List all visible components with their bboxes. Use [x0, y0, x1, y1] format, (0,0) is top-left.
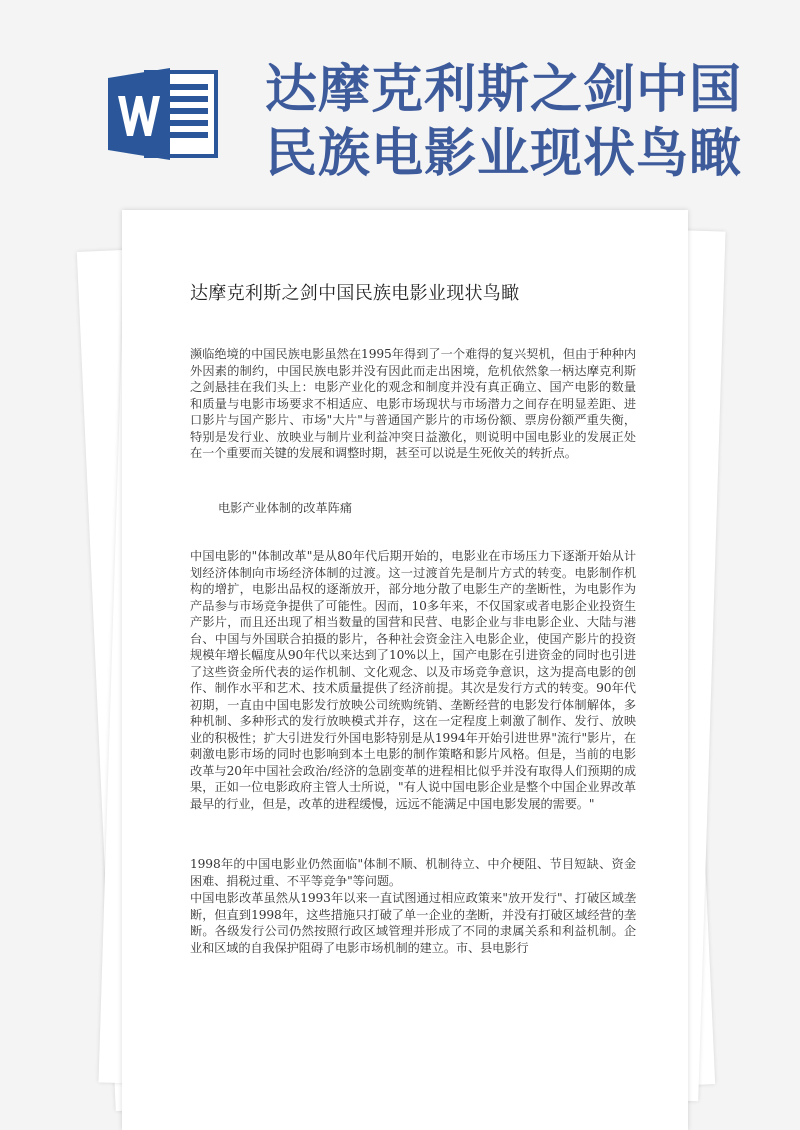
- paragraph-1998: 1998年的中国电影业仍然面临"体制不顺、机制待立、中介梗阻、节目短缺、资金困难、捐税过重、不平等竞争"等问题。: [190, 857, 636, 888]
- document-page: [122, 210, 688, 1130]
- paragraph-intro: 濒临绝境的中国民族电影虽然在1995年得到了一个难得的复兴契机，但由于种种内外因素的制约，中国民族电影并没有因此而走出困境，危机依然象一柄达摩克利斯之剑悬挂在我们头上：电影产业化的观念和制度并没有真正确立、国产电影的数量和质量与电影市场要求不相适应、电影市场现状与市场潜力之间存在明显差距、进口影片与国产影片、市场"大片"与普通国产影片的市场份额、票房份额严重失衡，特别是发行业、放映业与制片业利益冲突日益激化，则说明中国电影业的发展正处在一个重要而关键的发展和调整时期，甚至可以说是生死攸关的转折点。: [190, 347, 636, 460]
- word-document-icon: [108, 66, 218, 162]
- document-title: 达摩克利斯之剑中国民族电影业现状鸟瞰: [190, 283, 520, 304]
- paragraph-distribution: 中国电影改革虽然从1993年以来一直试图通过相应政策来"放开发行"、打破区域垄断，但直到1998年，这些措施只打破了单一企业的垄断，并没有打破区域经营的垄断。各级发行公司仍然按照行政区域管理并形成了不同的隶属关系和利益机制。企业和区域的自我保护阻碍了电影市场机制的建立。市、县电影行: [190, 891, 636, 955]
- paragraph-reform: 中国电影的"体制改革"是从80年代后期开始的，电影业在市场压力下逐渐开始从计划经济体制向市场经济体制的过渡。这一过渡首先是制片方式的转变。电影制作机构的增扩，电影出品权的逐渐放开，部分地分散了电影生产的垄断性，为电影作为产品参与市场竞争提供了可能性。因而，10多年来，不仅国家或者电影企业投资生产影片，而且还出现了相当数量的国营和民营、电影企业与非电影企业、大陆与港台、中国与外国联合拍摄的影片，各种社会资金注入电影企业，使国产影片的投资规模年增长幅度从90年代以来达到了10%以上，国产电影在引进资金的同时也引进了这些资金所代表的运作机制、文化观念、以及市场竞争意识，这为提高电影的创作、制作水平和艺术、技术质量提供了经济前提。其次是发行方式的转变。90年代初期，一直由中国电影发行放映公司统购统销、垄断经营的电影发行体制解体，多种机制、多种形式的发行放映模式并存，这在一定程度上刺激了制作、发行、放映业的积极性；扩大引进发行外国电影特别是从1994年开始引进世界"流行"影片，在刺激电影市场的同时也影响到本土电影的制作策略和影片风格。但是，当前的电影改革与20年中国社会政治/经济的急剧变革的进程相比似乎并没有取得人们预期的成果，正如一位电影政府主管人士所说，"有人说中国电影企业是整个中国企业界改革最早的行业，但是，改革的进程缓慢，远远不能满足中国电影发展的需要。": [190, 549, 636, 811]
- banner-title: 达摩克利斯之剑中国民族电影业现状鸟瞰: [265, 60, 743, 184]
- section-heading: 电影产业体制的改革阵痛: [218, 501, 353, 515]
